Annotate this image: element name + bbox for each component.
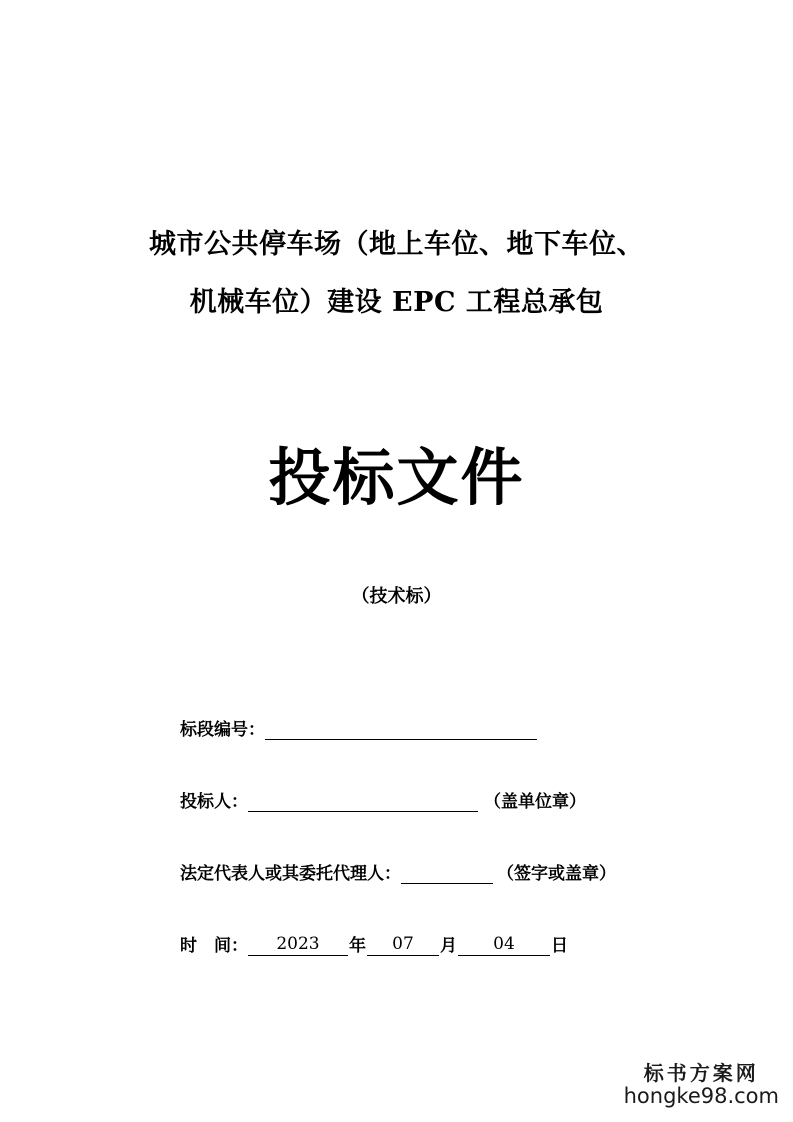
date-year-unit: 年 — [349, 936, 366, 956]
date-label: 时 间： — [180, 936, 248, 956]
bidder-field — [180, 786, 586, 812]
section-number-label: 标段编号： — [180, 720, 265, 740]
watermark-en-text: hongke98.com — [623, 1084, 779, 1108]
document-subtitle: （技术标） — [351, 586, 442, 607]
date-year: 2023 — [248, 933, 348, 956]
project-title-line-2: 机械车位）建设 EPC 工程总承包 — [189, 287, 604, 318]
date-day-unit: 日 — [551, 936, 568, 956]
date-month: 07 — [367, 933, 439, 956]
legal-rep-suffix: （签字或盖章） — [497, 864, 616, 884]
project-title-line-1: 城市公共停车场（地上车位、地下车位、 — [149, 229, 644, 260]
site-watermark — [624, 1057, 779, 1108]
section-number-blank — [265, 719, 537, 740]
document-type-heading: 投标文件 — [268, 441, 525, 514]
section-number-field — [180, 714, 537, 740]
legal-rep-label: 法定代表人或其委托代理人： — [180, 864, 401, 884]
legal-rep-field — [180, 858, 616, 884]
bidder-label: 投标人： — [180, 792, 248, 812]
bidder-blank — [248, 791, 478, 812]
watermark-cn-text: 标书方案网 — [643, 1061, 759, 1085]
date-field — [180, 930, 569, 956]
legal-rep-blank — [401, 863, 493, 884]
date-month-unit: 月 — [440, 936, 457, 956]
date-day: 04 — [458, 933, 550, 956]
bidder-suffix: （盖单位章） — [484, 792, 586, 812]
